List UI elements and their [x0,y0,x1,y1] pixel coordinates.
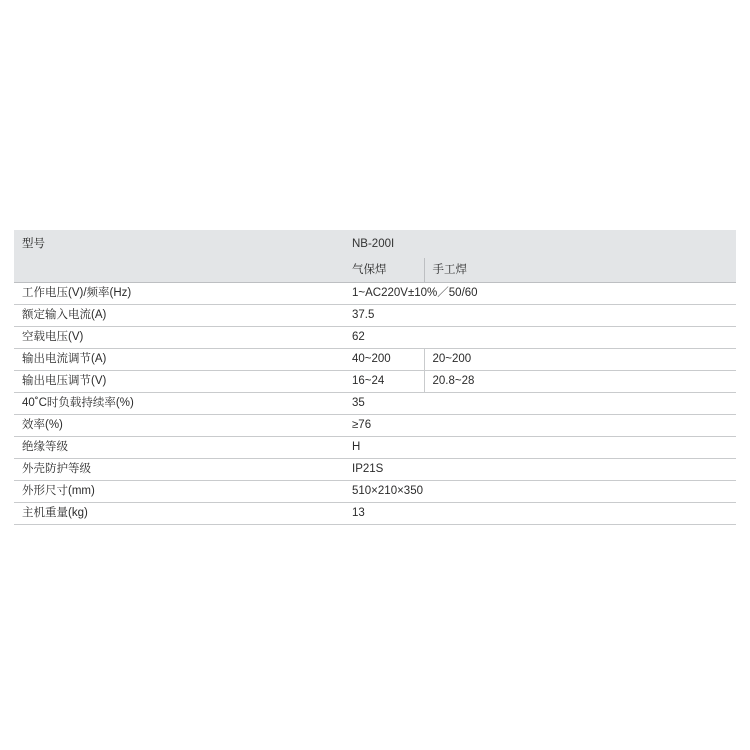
row-value-manual-weld: 20.8~28 [424,371,736,393]
row-value-merged: 62 [344,327,736,349]
table-row [14,349,736,371]
row-label: 工作电压(V)/频率(Hz) [14,283,344,305]
table-header-row [14,230,736,258]
row-label: 外形尺寸(mm) [14,481,344,503]
row-label: 外壳防护等级 [14,459,344,481]
row-value-merged: H [344,437,736,459]
row-label: 40˚C时负载持续率(%) [14,393,344,415]
subheader-blank-cell [14,258,344,283]
table-row [14,283,736,305]
row-value-merged: 13 [344,503,736,525]
specification-table-container [14,230,736,525]
row-label: 额定输入电流(A) [14,305,344,327]
table-row [14,415,736,437]
row-value-merged: IP21S [344,459,736,481]
table-row [14,305,736,327]
specification-table-body [14,230,736,525]
table-row [14,459,736,481]
row-value-merged: 1~AC220V±10%／50/60 [344,283,736,305]
table-row [14,327,736,349]
row-label: 绝缘等级 [14,437,344,459]
row-label: 输出电压调节(V) [14,371,344,393]
table-row [14,437,736,459]
table-row [14,371,736,393]
specification-table [14,230,736,525]
header-model-cell: NB-200I [344,230,736,258]
subheader-manual-weld-cell: 手工焊 [424,258,736,283]
subheader-gas-weld-cell: 气保焊 [344,258,424,283]
row-value-merged: 35 [344,393,736,415]
row-label: 效率(%) [14,415,344,437]
row-value-gas-weld: 40~200 [344,349,424,371]
table-row [14,503,736,525]
header-label-cell: 型号 [14,230,344,258]
row-label: 空载电压(V) [14,327,344,349]
row-label: 输出电流调节(A) [14,349,344,371]
row-value-manual-weld: 20~200 [424,349,736,371]
table-subheader-row [14,258,736,283]
table-row [14,393,736,415]
row-value-merged: 510×210×350 [344,481,736,503]
row-value-merged: ≥76 [344,415,736,437]
row-label: 主机重量(kg) [14,503,344,525]
row-value-gas-weld: 16~24 [344,371,424,393]
table-row [14,481,736,503]
row-value-merged: 37.5 [344,305,736,327]
